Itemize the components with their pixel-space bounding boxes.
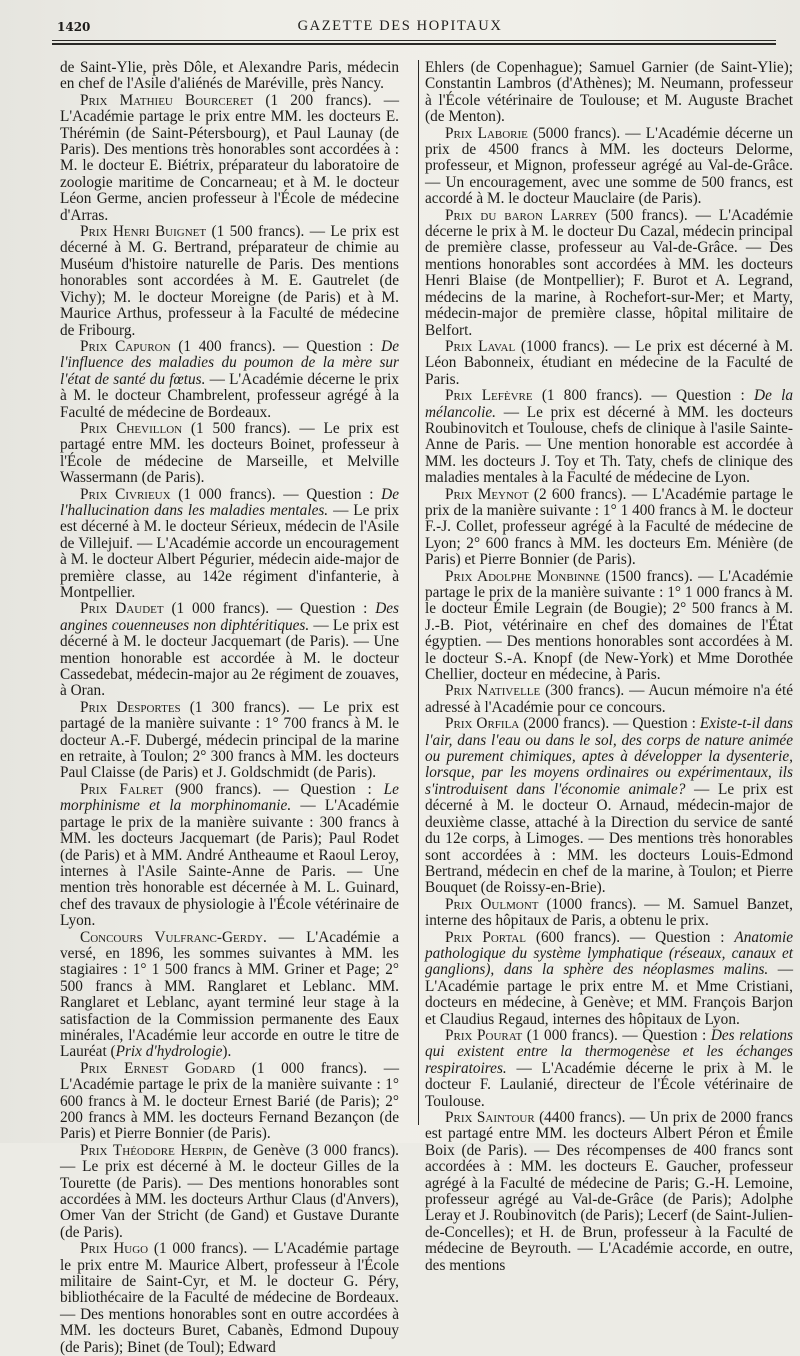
- body-text: — L'Académie décerne le prix à M. le docteur Chambrelent, professeur agrégé à la Faculté de médecine de Bordeaux.: [60, 370, 399, 421]
- prize-entry: [60, 601, 399, 699]
- prize-entry: [425, 716, 793, 896]
- prize-name: Concours Vulfranc-Gerdy: [80, 928, 263, 946]
- prize-name: Prix Lefèvre: [445, 387, 533, 405]
- body-text: (1 000 francs). — Question :: [522, 1026, 711, 1044]
- prize-entry: [425, 930, 793, 1028]
- prize-name: Prix Nativelle: [445, 682, 541, 700]
- prize-name: Prix Desportes: [80, 698, 181, 716]
- body-text: (1 000 francs). — L'Académie partage le prix entre M. Maurice Albert, professeur à l'École militaire de Saint-Cyr, et M. le docteur G. Péry, bibliothécaire de la Faculté de médecine de Bordeaux. — Des mentions honorables sont en outre accordées à MM. les docteurs Buret, Cabanès, Edmond Dupouy (de Paris); Binet (de Toul); Edward: [60, 1240, 400, 1356]
- prize-name: Prix Portal: [445, 928, 526, 946]
- prize-name: Prix Laval: [445, 337, 516, 355]
- page-number: 1420: [57, 20, 91, 34]
- prize-entry: [425, 487, 793, 569]
- body-text: (900 francs). — Question :: [163, 780, 384, 798]
- prize-entry: [425, 897, 793, 930]
- prize-name: Prix Orfila: [445, 715, 520, 733]
- body-text: — Le prix est décerné à M. le docteur Jacquemart (de Paris). — Une mention honorable est accordée à M. le docteur Cassedebat, médecin-major au 2e régiment de zouaves, à Oran.: [60, 616, 399, 700]
- left-column: [60, 60, 399, 1356]
- question-title: Le morphinisme et la morphinomanie.: [60, 780, 399, 815]
- header-rule-thin: [52, 40, 776, 41]
- prize-name: Prix Civrieux: [80, 485, 171, 503]
- prize-entry: [425, 1110, 793, 1274]
- continued-paragraph: [60, 60, 399, 93]
- prize-entry: [60, 1143, 399, 1241]
- prize-entry: [60, 1061, 399, 1143]
- prize-entry: [425, 339, 793, 388]
- prize-entry: [60, 93, 399, 224]
- question-title: Existe-t-il dans l'air, dans l'eau ou dans le sol, des corps de nature animée ou purement chimiques, aptes à développer la dysenterie, lorsque, par les moyens ordinaires ou expérimentaux, ils s'introduisent dans l'économie animale?: [425, 715, 793, 798]
- prize-name: Prix Oulmont: [445, 895, 539, 913]
- body-text: — Le prix est décerné à M. le docteur Sérieux, médecin de l'Asile de Villejuif. — L'Académie accorde un encouragement à M. le docteur Albert Pégurier, médecin aide-major de première classe, au 142e régiment d'infanterie, à Montpellier.: [60, 501, 399, 601]
- prize-name: Prix Théodore Herpin: [80, 1141, 224, 1159]
- prize-name: Prix Daudet: [80, 600, 164, 618]
- continued-paragraph: [425, 60, 793, 126]
- prize-name: Prix Pourat: [445, 1026, 523, 1044]
- question-title: De la mélancolie.: [425, 387, 793, 421]
- body-text: (300 francs). — Aucun mémoire n'a été adressé à l'Académie pour ce concours.: [425, 682, 793, 716]
- prize-name: Prix Hugo: [80, 1240, 149, 1258]
- prize-name: Prix Chevillon: [80, 419, 183, 437]
- body-text: Ehlers (de Copenhague); Samuel Garnier (de Saint-Ylie); Constantin Lambros (d'Athènes); M. Neumann, professeur à l'École vétérinaire de Toulouse; et M. Auguste Brachet (de Menton).: [425, 59, 793, 126]
- header-rule-thick: [52, 43, 776, 45]
- body-text: — L'Académie décerne le prix à M. le docteur F. Laulanié, directeur de l'École vétérinaire de Toulouse.: [425, 1059, 793, 1110]
- prize-name: Prix Capuron: [80, 337, 171, 355]
- body-text: — L'Académie partage le prix entre M. et Mme Cristiani, docteurs en médecine, à Genève; et MM. François Barjon et Claudius Regaud, internes des hôpitaux de Lyon.: [425, 961, 793, 1028]
- prize-entry: [60, 700, 399, 782]
- body-text: (1 000 francs). — L'Académie partage le prix de la manière suivante : 1° 600 francs à M. le docteur Ernest Barié (de Paris); 2° 200 francs à MM. les docteurs Fernand Bezançon (de Paris) et Pierre Bonnier (de Paris).: [60, 1059, 399, 1143]
- right-column: [425, 60, 793, 1274]
- question-title: Prix d'hydrologie: [115, 1043, 223, 1061]
- prize-name: Prix Mathieu Bourceret: [80, 91, 254, 109]
- prize-name: Prix Adolphe Monbinne: [445, 567, 600, 585]
- prize-entry: [60, 487, 399, 602]
- body-text: (2000 francs). — Question :: [519, 715, 700, 733]
- body-text: (1 500 francs). — Le prix est décerné à M. G. Bertrand, préparateur de chimie au Muséum d'histoire naturelle de Paris. Des mentions honorables sont accordées à M. E. Gautrelet (de Vichy); M. le docteur Moreigne (de Paris) et à M. Maurice Arthus, professeur à la Faculté de médecine de Fribourg.: [60, 223, 399, 339]
- question-title: Des angines couenneuses non diphtéritiques.: [60, 600, 399, 634]
- body-text: , de Genève (3 000 francs). — Le prix est décerné à M. le docteur Gilles de la Tourette (de Paris). — Des mentions honorables sont accordées à MM. les docteurs Arthur Claus (d'Anvers), Omer Van der Stricht (de Gand) et Gustave Durante (de Paris).: [60, 1141, 399, 1241]
- prize-name: Prix Saintour: [445, 1109, 535, 1126]
- prize-name: Prix Laborie: [445, 124, 528, 142]
- prize-entry: [60, 782, 399, 930]
- prize-entry: [60, 930, 399, 1061]
- prize-name: Prix du baron Larrey: [445, 206, 598, 224]
- prize-name: Prix Meynot: [445, 485, 529, 503]
- body-text: (1 400 francs). — Question :: [170, 337, 382, 355]
- question-title: Anatomie pathologique du système lymphatique (réseaux, canaux et ganglions), dans la sphère des néoplasmes malins.: [425, 928, 793, 979]
- body-text: (600 francs). — Question :: [525, 928, 735, 946]
- body-text: (2 600 francs). — L'Académie partage le prix de la manière suivante : 1° 1 400 francs à M. le docteur F.-J. Collet, professeur agrégé à la Faculté de médecine de Lyon; 2° 600 francs à MM. les docteurs Em. Ménière (de Paris) et Pierre Bonnier (de Paris).: [425, 485, 793, 569]
- body-text: (1 500 francs). — Le prix est partagé entre MM. les docteurs Boinet, professeur à l'École de médecine de Marseille, et Melville Wassermann (de Paris).: [60, 419, 399, 487]
- body-text: (1 000 francs). — Question :: [163, 600, 376, 618]
- body-text: — Le prix est décerné à M. le docteur O. Arnaud, médecin-major de deuxième classe, attaché à la Direction du service de santé du 12e corps, à Limoges. — Des mentions très honorables sont accordées à : MM. les docteurs Louis-Edmond Bertrand, médecin en chef de la marine, à Toulon; et Pierre Bouquet (de Roissy-en-Brie).: [425, 780, 793, 897]
- prize-name: Prix Ernest Godard: [80, 1059, 236, 1077]
- body-text: — L'Académie partage le prix de la manière suivante : 300 francs à MM. les docteurs Jacquemart (de Paris); Paul Rodet (de Paris) et à MM. André Antheaume et Raoul Leroy, internes à l'Asile Sainte-Anne de Paris. — Une mention très honorable est décernée à M. L. Guinard, chef des travaux de physiologie à l'École vétérinaire de Lyon.: [60, 797, 399, 930]
- body-text: (1500 francs). — L'Académie partage le prix de la manière suivante : 1° 1 000 francs à M. le docteur Émile Legrain (de Bougie); 2° 500 francs à M. J.-B. Piot, vétérinaire en chef des domaines de l'État égyptien. — Des mentions honorables sont accordées à M. le docteur S.-A. Knopf (de New-York) et Mme Dorothée Chellier, docteur en médecine, à Paris.: [425, 567, 793, 684]
- prize-name: Prix Henri Buignet: [80, 223, 207, 241]
- prize-entry: [60, 1241, 399, 1356]
- prize-entry: [425, 208, 793, 339]
- body-text: (500 francs). — L'Académie décerne le prix à M. le docteur Du Cazal, médecin principal de première classe, professeur au Val-de-Grâce. — Des mentions honorables sont accordées à MM. les docteurs Henri Blaise (de Montpellier); F. Burot et A. Legrand, médecins de la marine, à Rochefort-sur-Mer; et Marty, médecin-major de première classe, hôpital militaire de Belfort.: [425, 206, 793, 339]
- prize-name: Prix Falret: [80, 780, 164, 798]
- question-title: Des relations qui existent entre la thermogenèse et les échanges respiratoires.: [425, 1026, 794, 1077]
- body-text: (4400 francs). — Un prix de 2000 francs est partagé entre MM. les docteurs Albert Péron et Émile Boix (de Paris). — Des récompenses de 400 francs sont accordées à : MM. les docteurs E. Gaucher, professeur agrégé à la Faculté de médecine de Paris; G.-H. Lemoine, professeur agrégé au Val-de-Grâce (de Paris); Adolphe Leray et J. Roubinovitch (de Paris); Lecerf (de Saint-Julien-de-Concelles); et H. de Brun, professeur à la Faculté de médecine de Beyrouth. — L'Académie accorde, en outre, des mentions: [425, 1109, 793, 1274]
- prize-entry: [60, 421, 399, 487]
- body-text: (5000 francs). — L'Académie décerne un prix de 4500 francs à MM. les docteurs Delorme, professeur, et Mignon, professeur agrégé au Val-de-Grâce. — Un encouragement, avec une somme de 500 francs, est accordé à M. le docteur Mauclaire (de Paris).: [425, 124, 793, 208]
- body-text: ).: [222, 1043, 232, 1061]
- body-text: . — L'Académie a versé, en 1896, les sommes suivantes à MM. les stagiaires : 1° 1 500 francs à MM. Griner et Page; 2° 500 francs à MM. Ranglaret et Leblanc. MM. Ranglaret et Leblanc, ayant terminé leur stage à la satisfaction de la Commission permanente des Eaux minérales, l'Académie leur accorde en outre le titre de Lauréat (: [60, 928, 399, 1061]
- prize-entry: [60, 224, 399, 339]
- body-text: (1000 francs). — Le prix est décerné à M. Léon Babonneix, étudiant en médecine de la Faculté de Paris.: [425, 337, 793, 388]
- body-text: de Saint-Ylie, près Dôle, et Alexandre Paris, médecin en chef de l'Asile d'aliénés de Maréville, près Nancy.: [60, 59, 399, 93]
- question-title: De l'hallucination dans les maladies mentales.: [60, 485, 399, 519]
- question-title: De l'influence des maladies du poumon de la mère sur l'état de santé du fœtus.: [60, 337, 399, 388]
- body-text: (1000 francs). — M. Samuel Banzet, interne des hôpitaux de Paris, a obtenu le prix.: [425, 895, 794, 930]
- body-text: (1 800 francs). — Question :: [532, 387, 755, 405]
- body-text: (1 000 francs). — Question :: [170, 485, 382, 503]
- journal-title: GAZETTE DES HOPITAUX: [297, 18, 503, 34]
- prize-entry: [60, 339, 399, 421]
- body-text: — Le prix est décerné à MM. les docteurs Roubinovitch et Toulouse, chefs de clinique à l'asile Sainte-Anne de Paris. — Une mention honorable est accordée à MM. les docteurs J. Toy et Th. Taty, chefs de clinique des maladies mentales à la Faculté de médecine de Lyon.: [425, 403, 793, 487]
- body-text: (1 200 francs). — L'Académie partage le prix entre MM. les docteurs E. Thérémin (de Saint-Pétersbourg), et Paul Launay (de Paris). Des mentions très honorables sont accordées à : M. le docteur E. Biétrix, préparateur du laboratoire de zoologie maritime de Concarneau; et à M. le docteur Léon Germe, ancien professeur à l'École de médecine d'Arras.: [60, 91, 399, 224]
- body-text: (1 300 francs). — Le prix est partagé de la manière suivante : 1° 700 francs à M. le docteur A.-F. Dubergé, médecin principal de la marine en retraite, à Toulon; 2° 300 francs à MM. les docteurs Paul Claisse (de Paris) et J. Goldschmidt (de Paris).: [60, 698, 399, 782]
- prize-entry: [425, 569, 793, 684]
- prize-entry: [425, 126, 793, 208]
- column-separator: [418, 60, 419, 1125]
- prize-entry: [425, 683, 793, 716]
- prize-entry: [425, 1028, 793, 1110]
- prize-entry: [425, 388, 793, 486]
